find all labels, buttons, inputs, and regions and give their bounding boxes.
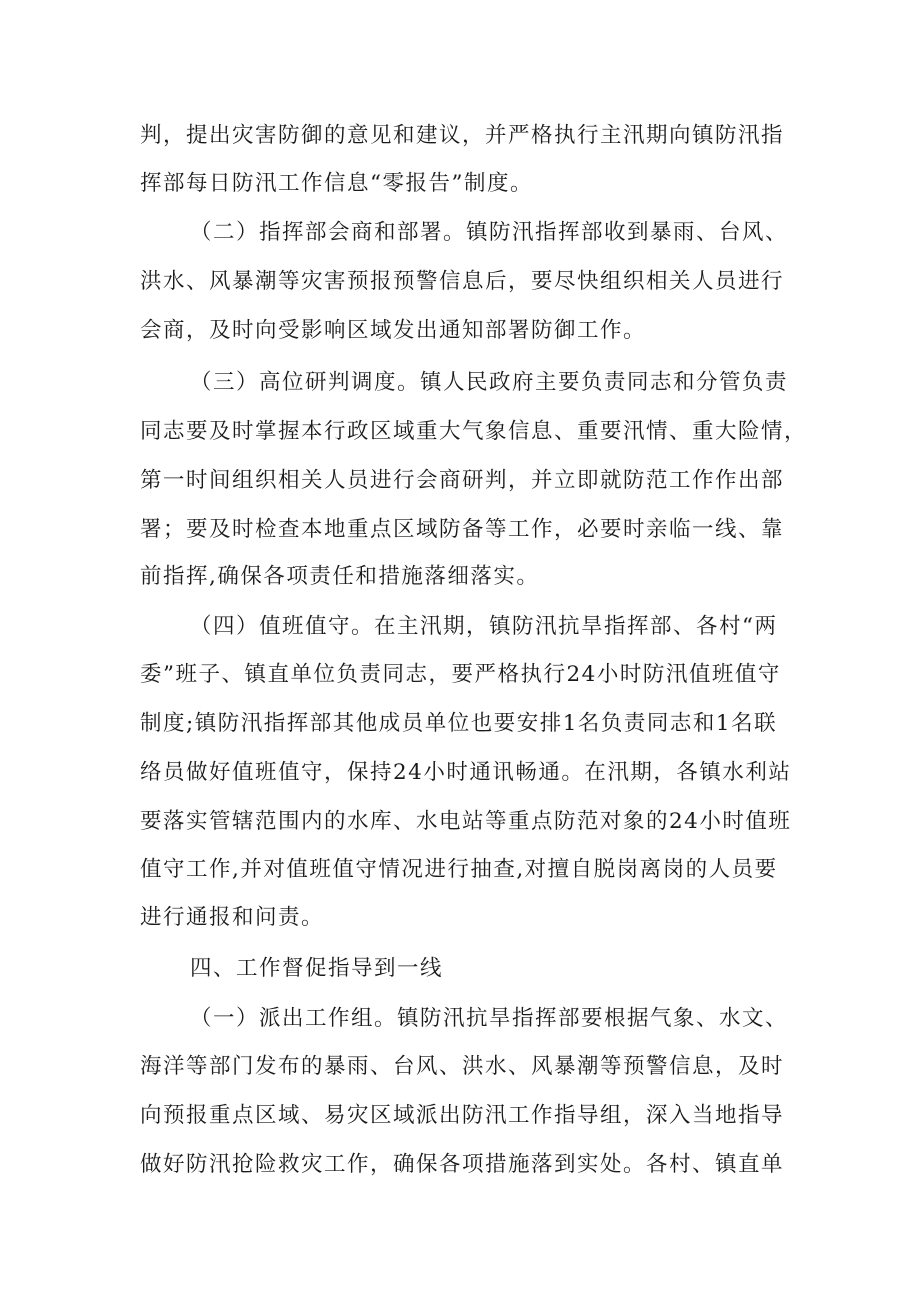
body-text-line: 前指挥,确保各项责任和措施落细落实。 (140, 564, 540, 589)
subsection-heading-line: （四）值班值守。在主汛期，镇防汛抗旱指挥部、各村“两 (190, 614, 778, 639)
body-text-line: 署；要及时检查本地重点区域防备等工作，必要时亲临一线、靠 (140, 517, 785, 542)
body-text-line: 委”班子、镇直单位负责同志，要严格执行24小时防汛值班值守 (140, 662, 781, 687)
section-heading-line: 四、工作督促指导到一线 (190, 956, 444, 981)
subsection-heading-line: （一）派出工作组。镇防汛抗旱指挥部要根据气象、水文、 (190, 1006, 789, 1031)
body-text-line: 做好防汛抢险救灾工作，确保各项措施落到实处。各村、镇直单 (140, 1152, 785, 1177)
body-text-line: 同志要及时掌握本行政区域重大气象信息、重要汛情、重大险情， (140, 419, 808, 444)
body-text-line: 制度;镇防汛指挥部其他成员单位也要安排1名负责同志和1名联 (140, 711, 778, 736)
body-text-line: 值守工作,并对值班值守情况进行抽查,对擅自脱岗离岗的人员要 (140, 857, 778, 882)
subsection-heading-line: （二）指挥部会商和部署。镇防汛指挥部收到暴雨、台风、 (190, 220, 789, 245)
body-text-line: 海洋等部门发布的暴雨、台风、洪水、风暴潮等预警信息，及时 (140, 1054, 785, 1079)
body-text-line: 会商，及时向受影响区域发出通知部署防御工作。 (140, 318, 647, 343)
subsection-heading-line: （三）高位研判调度。镇人民政府主要负责同志和分管负责 (190, 370, 789, 395)
body-text-line: 向预报重点区域、易灾区域派出防汛工作指导组，深入当地指导 (140, 1103, 785, 1128)
body-text-line: 进行通报和问责。 (140, 905, 325, 930)
body-text-line: 挥部每日防汛工作信息“零报告”制度。 (140, 171, 533, 196)
body-text-line: 第一时间组织相关人员进行会商研判，并立即就防范工作作出部 (140, 468, 785, 493)
body-text-line: 要落实管辖范围内的水库、水电站等重点防范对象的24小时值班 (140, 809, 792, 834)
body-text-line: 判，提出灾害防御的意见和建议，并严格执行主汛期向镇防汛指 (140, 123, 785, 148)
body-text-line: 络员做好值班值守，保持24小时通讯畅通。在汛期，各镇水利站 (140, 760, 792, 785)
body-text-line: 洪水、风暴潮等灾害预报预警信息后，要尽快组织相关人员进行 (140, 269, 785, 294)
